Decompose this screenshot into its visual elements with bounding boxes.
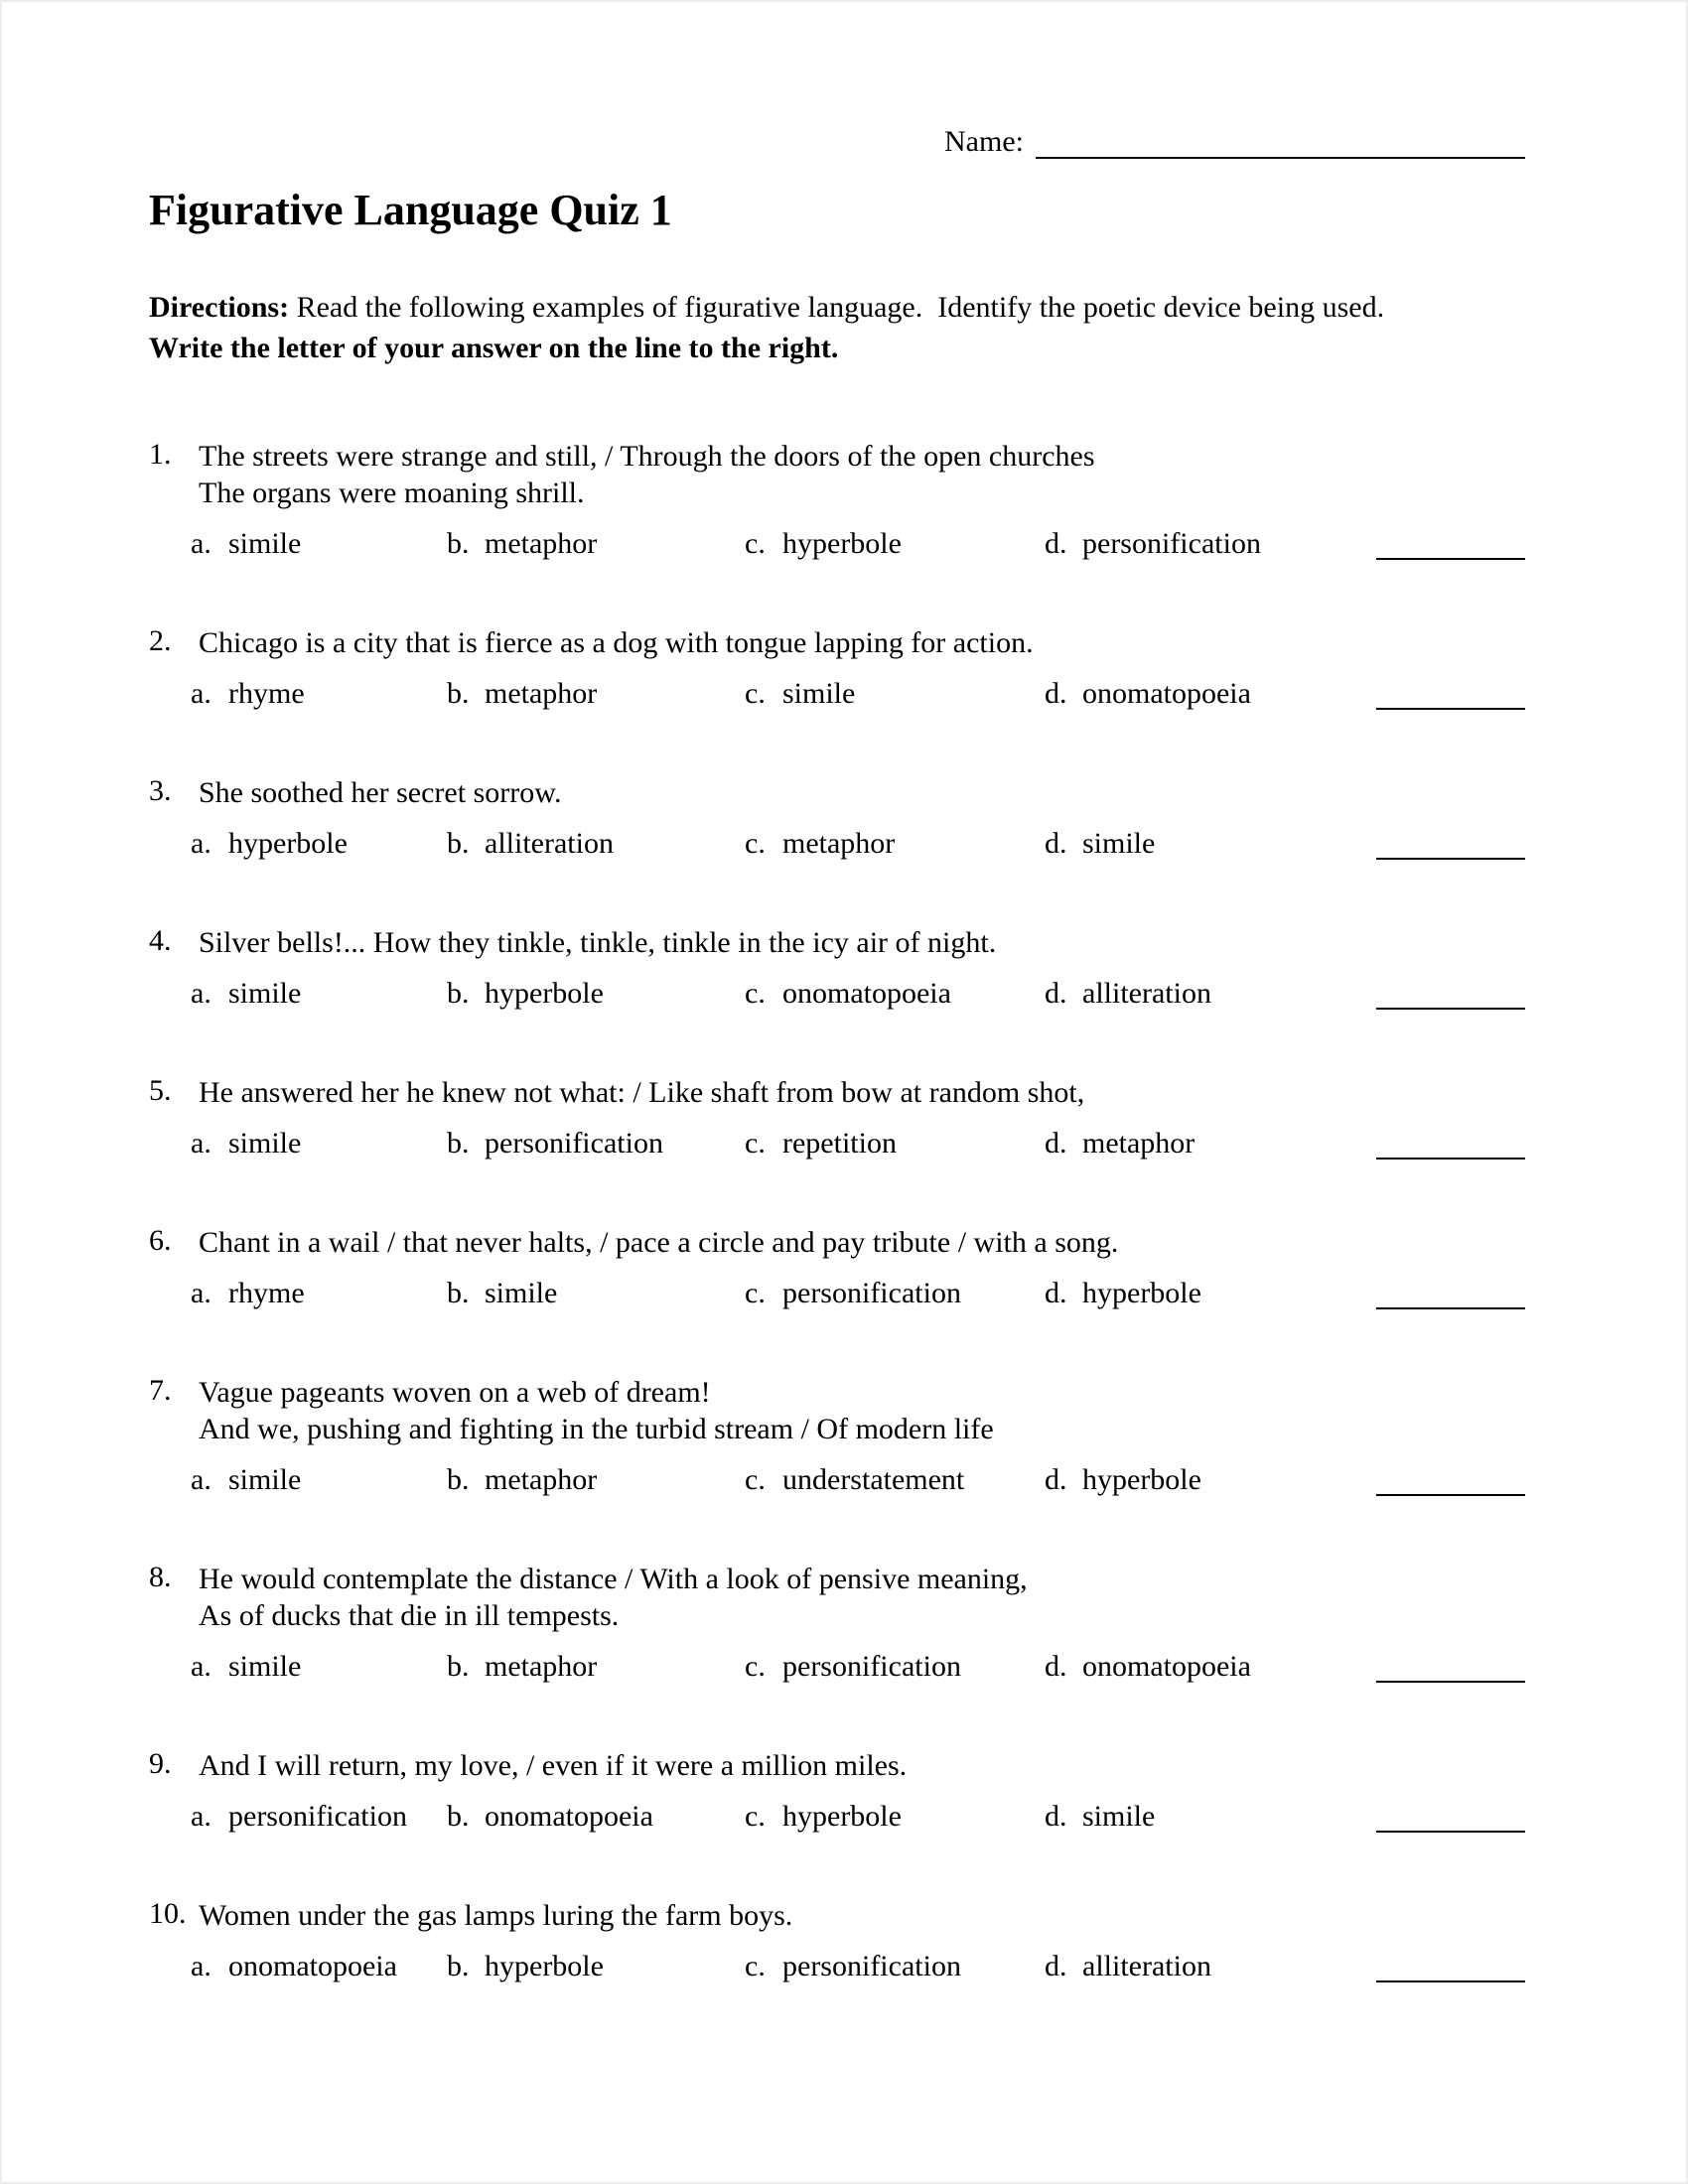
option-row	[191, 1648, 1525, 1685]
question-text-line: He answered her he knew not what: / Like shaft from bow at random shot,	[199, 1076, 1085, 1109]
directions-text: Read the following examples of figurative language. Identify the poetic device being used.	[289, 291, 1385, 324]
option-letter: d.	[1045, 677, 1067, 710]
option-text: simile	[228, 1650, 302, 1683]
option-text: simile	[228, 1463, 302, 1496]
option-b	[447, 1125, 745, 1161]
option-a	[191, 1948, 447, 1984]
option-letter: d.	[1045, 977, 1067, 1010]
option-d	[1045, 1125, 1525, 1161]
question-text-line: Women under the gas lamps luring the farm boys.	[199, 1899, 793, 1932]
option-d	[1045, 1798, 1525, 1835]
option-text: simile	[228, 1127, 302, 1160]
option-text: personification	[1082, 527, 1261, 560]
option-letter: d.	[1045, 1277, 1067, 1309]
option-letter: b.	[447, 1127, 470, 1160]
question	[149, 924, 1525, 1012]
option-text: simile	[485, 1277, 558, 1309]
option-letter: b.	[447, 1950, 470, 1982]
question-text-line: Chant in a wail / that never halts, / pace a circle and pay tribute / with a song.	[199, 1226, 1119, 1259]
option-text: personification	[782, 1950, 961, 1982]
question-number: 2.	[149, 624, 172, 657]
option-a	[191, 1125, 447, 1161]
option-a	[191, 1798, 447, 1835]
option-row	[191, 1275, 1525, 1311]
option-a	[191, 825, 447, 862]
question	[149, 438, 1525, 562]
question-text	[199, 924, 1525, 961]
question-text	[199, 1224, 1525, 1261]
option-c	[745, 1648, 1045, 1685]
option-d	[1045, 675, 1525, 712]
option-text: personification	[782, 1650, 961, 1683]
option-c	[745, 675, 1045, 712]
question-number: 10.	[149, 1897, 187, 1930]
question	[149, 1224, 1525, 1311]
answer-blank-line[interactable]	[1376, 1008, 1525, 1010]
option-letter: a.	[191, 827, 211, 860]
option-letter: b.	[447, 1650, 470, 1683]
option-c	[745, 525, 1045, 562]
option-text: personification	[485, 1127, 663, 1160]
option-text: personification	[782, 1277, 961, 1309]
answer-blank-line[interactable]	[1376, 1681, 1525, 1683]
question	[149, 1074, 1525, 1161]
question-text	[199, 438, 1525, 511]
option-text: onomatopoeia	[1082, 677, 1251, 710]
question-text	[199, 774, 1525, 811]
option-text: rhyme	[228, 677, 305, 710]
option-text: hyperbole	[1082, 1277, 1201, 1309]
option-text: simile	[1082, 1800, 1156, 1833]
option-d	[1045, 1948, 1525, 1984]
option-a	[191, 525, 447, 562]
option-letter: b.	[447, 1800, 470, 1833]
option-a	[191, 1648, 447, 1685]
question-number: 8.	[149, 1561, 172, 1593]
question-number: 1.	[149, 438, 172, 471]
option-letter: d.	[1045, 1463, 1067, 1496]
question	[149, 774, 1525, 862]
question-text	[199, 1561, 1525, 1634]
option-a	[191, 1275, 447, 1311]
option-text: hyperbole	[485, 1950, 604, 1982]
question-text-line: And we, pushing and fighting in the turbid stream / Of modern life	[199, 1413, 994, 1445]
answer-blank-line[interactable]	[1376, 1307, 1525, 1309]
question	[149, 1747, 1525, 1835]
option-letter: a.	[191, 1463, 211, 1496]
option-text: metaphor	[1082, 1127, 1196, 1160]
question-text-line: Vague pageants woven on a web of dream!	[199, 1376, 711, 1409]
option-b	[447, 525, 745, 562]
option-text: alliteration	[485, 827, 614, 860]
option-text: hyperbole	[1082, 1463, 1201, 1496]
option-b	[447, 1648, 745, 1685]
option-text: onomatopoeia	[782, 977, 951, 1010]
answer-blank-line[interactable]	[1376, 1980, 1525, 1982]
option-b	[447, 1798, 745, 1835]
option-row	[191, 825, 1525, 862]
option-letter: c.	[745, 1277, 766, 1309]
option-text: simile	[228, 977, 302, 1010]
option-b	[447, 1275, 745, 1311]
directions-bold-line: Write the letter of your answer on the line to the right.	[149, 332, 839, 364]
option-text: simile	[782, 677, 856, 710]
option-letter: a.	[191, 1800, 211, 1833]
option-letter: b.	[447, 677, 470, 710]
option-text: repetition	[782, 1127, 897, 1160]
question-text	[199, 1897, 1525, 1934]
option-letter: a.	[191, 1127, 211, 1160]
option-c	[745, 1948, 1045, 1984]
question-text-line: The organs were moaning shrill.	[199, 477, 585, 509]
option-d	[1045, 525, 1525, 562]
question-text-line: And I will return, my love, / even if it were a million miles.	[199, 1749, 908, 1782]
name-row	[944, 119, 1525, 159]
question-number: 3.	[149, 774, 172, 807]
question-text	[199, 1074, 1525, 1111]
option-text: personification	[228, 1800, 407, 1833]
option-letter: d.	[1045, 827, 1067, 860]
option-letter: c.	[745, 527, 766, 560]
option-letter: a.	[191, 1950, 211, 1982]
option-text: metaphor	[485, 677, 598, 710]
option-b	[447, 975, 745, 1012]
option-letter: d.	[1045, 527, 1067, 560]
option-text: hyperbole	[782, 527, 902, 560]
option-letter: b.	[447, 527, 470, 560]
question-text	[199, 624, 1525, 661]
option-text: hyperbole	[485, 977, 604, 1010]
answer-blank-line[interactable]	[1376, 558, 1525, 560]
option-row	[191, 1948, 1525, 1984]
option-row	[191, 1798, 1525, 1835]
option-text: metaphor	[485, 1650, 598, 1683]
option-c	[745, 1461, 1045, 1498]
option-d	[1045, 975, 1525, 1012]
option-letter: b.	[447, 1463, 470, 1496]
option-letter: a.	[191, 977, 211, 1010]
question-number: 4.	[149, 924, 172, 957]
question-number: 7.	[149, 1374, 172, 1407]
option-text: simile	[1082, 827, 1156, 860]
option-b	[447, 1461, 745, 1498]
option-letter: d.	[1045, 1950, 1067, 1982]
option-c	[745, 825, 1045, 862]
option-letter: d.	[1045, 1800, 1067, 1833]
option-c	[745, 975, 1045, 1012]
page-title: Figurative Language Quiz 1	[149, 186, 672, 234]
option-row	[191, 675, 1525, 712]
option-b	[447, 675, 745, 712]
name-blank-line[interactable]	[1036, 125, 1525, 159]
option-letter: d.	[1045, 1650, 1067, 1683]
option-row	[191, 975, 1525, 1012]
option-text: alliteration	[1082, 1950, 1211, 1982]
option-text: metaphor	[485, 527, 598, 560]
option-text: onomatopoeia	[228, 1950, 397, 1982]
answer-blank-line[interactable]	[1376, 1158, 1525, 1160]
question-list	[149, 438, 1525, 1984]
option-text: alliteration	[1082, 977, 1211, 1010]
option-letter: b.	[447, 977, 470, 1010]
question-text-line: She soothed her secret sorrow.	[199, 776, 562, 809]
option-letter: a.	[191, 527, 211, 560]
question-text-line: He would contemplate the distance / With a look of pensive meaning,	[199, 1563, 1028, 1595]
option-text: hyperbole	[228, 827, 348, 860]
option-a	[191, 1461, 447, 1498]
option-text: onomatopoeia	[485, 1800, 653, 1833]
question-text-line: The streets were strange and still, / Through the doors of the open churches	[199, 440, 1095, 473]
answer-blank-line[interactable]	[1376, 858, 1525, 860]
option-text: metaphor	[782, 827, 896, 860]
option-letter: c.	[745, 1127, 766, 1160]
option-d	[1045, 825, 1525, 862]
option-a	[191, 975, 447, 1012]
name-label: Name:	[944, 125, 1024, 158]
option-d	[1045, 1461, 1525, 1498]
option-b	[447, 1948, 745, 1984]
option-letter: c.	[745, 677, 766, 710]
question	[149, 1561, 1525, 1685]
option-c	[745, 1798, 1045, 1835]
option-row	[191, 525, 1525, 562]
option-c	[745, 1125, 1045, 1161]
option-letter: a.	[191, 1650, 211, 1683]
option-text: rhyme	[228, 1277, 305, 1309]
option-letter: c.	[745, 977, 766, 1010]
option-letter: c.	[745, 827, 766, 860]
option-a	[191, 675, 447, 712]
question-text-line: Chicago is a city that is fierce as a dog with tongue lapping for action.	[199, 626, 1034, 659]
answer-blank-line[interactable]	[1376, 1494, 1525, 1496]
question-number: 5.	[149, 1074, 172, 1107]
option-text: hyperbole	[782, 1800, 902, 1833]
option-letter: b.	[447, 1277, 470, 1309]
question	[149, 1374, 1525, 1498]
option-letter: c.	[745, 1463, 766, 1496]
option-letter: d.	[1045, 1127, 1067, 1160]
answer-blank-line[interactable]	[1376, 708, 1525, 710]
question	[149, 624, 1525, 712]
question-text-line: Silver bells!... How they tinkle, tinkle, tinkle in the icy air of night.	[199, 926, 997, 959]
option-letter: b.	[447, 827, 470, 860]
question-text	[199, 1747, 1525, 1784]
option-d	[1045, 1275, 1525, 1311]
option-text: understatement	[782, 1463, 965, 1496]
option-letter: c.	[745, 1950, 766, 1982]
option-row	[191, 1125, 1525, 1161]
question	[149, 1897, 1525, 1984]
question-text-line: As of ducks that die in ill tempests.	[199, 1599, 620, 1632]
option-letter: c.	[745, 1800, 766, 1833]
option-b	[447, 825, 745, 862]
option-letter: a.	[191, 677, 211, 710]
option-letter: c.	[745, 1650, 766, 1683]
option-text: metaphor	[485, 1463, 598, 1496]
option-text: onomatopoeia	[1082, 1650, 1251, 1683]
answer-blank-line[interactable]	[1376, 1831, 1525, 1833]
question-number: 9.	[149, 1747, 172, 1780]
option-letter: a.	[191, 1277, 211, 1309]
directions-label: Directions:	[149, 291, 290, 324]
question-text	[199, 1374, 1525, 1447]
option-row	[191, 1461, 1525, 1498]
question-number: 6.	[149, 1224, 172, 1257]
directions	[149, 287, 1525, 368]
option-d	[1045, 1648, 1525, 1685]
option-c	[745, 1275, 1045, 1311]
option-text: simile	[228, 527, 302, 560]
